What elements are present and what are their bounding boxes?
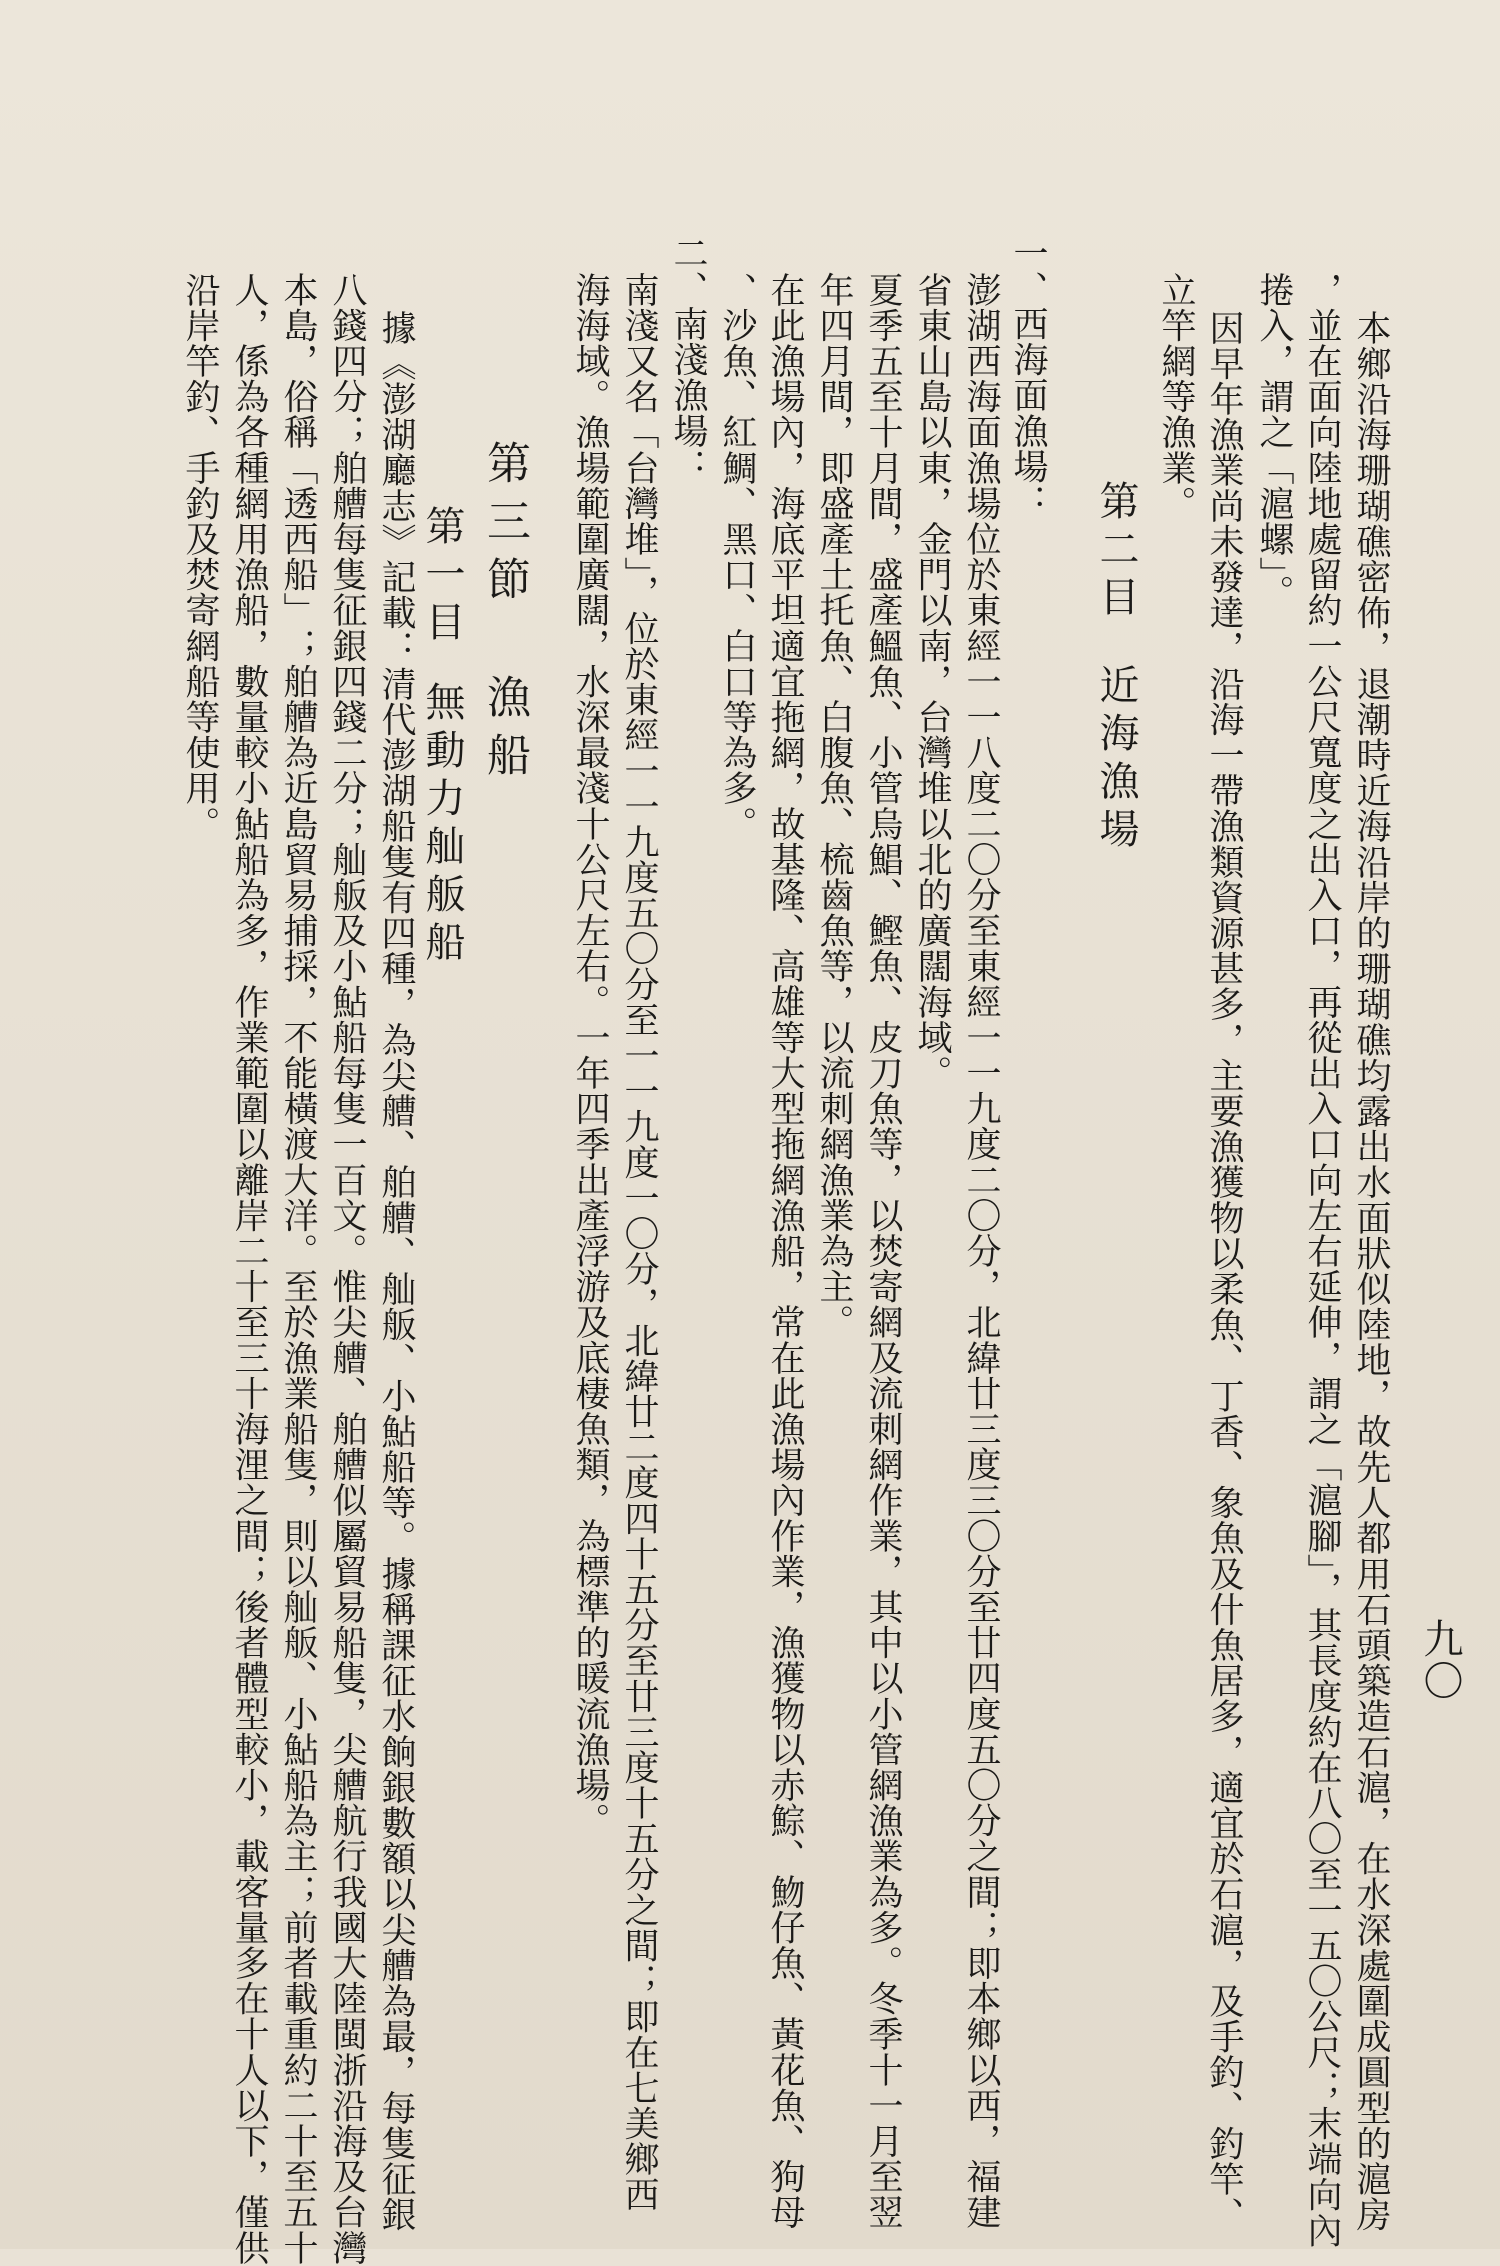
text-column: 夏季五至十月間，盛產鰮魚、小管烏鯧、鰹魚、皮刀魚等，以焚寄網及流刺網作業，其中以小管網漁業為多。冬季十一月至翌 <box>863 272 903 2230</box>
subsection-heading-near-sea-fishing-ground <box>1090 480 1142 856</box>
text-column: 沿岸竿釣、手釣及焚寄網船等使用。 <box>180 272 220 842</box>
text-column: 人，係為各種網用漁船，數量較小鮎船為多，作業範圍以離岸二十至三十海浬之間；後者體型較小，載客量多在十人以下，僅供 <box>229 272 269 2266</box>
text-column: ，並在面向陸地處留約一公尺寬度之出入口，再從出入口向左右延伸，謂之「滬腳」，其長度約在八〇至一五〇公尺；末端向內 <box>1302 272 1342 2249</box>
text-column: 省東山島以東，金門以南，台灣堆以北的廣闊海域。 <box>912 272 952 1091</box>
text-column: 立竿網等漁業。 <box>1156 272 1196 522</box>
text-column: 南淺又名「台灣堆」，位於東經一一九度五〇分至一一九度一〇分，北緯廿二度四十五分至廿三度十五分之間；即在七美鄉西 <box>619 272 659 2213</box>
text-column: 二、南淺漁場： <box>668 235 708 485</box>
subsection-title: 近海漁場 <box>1093 664 1139 856</box>
text-column: 因早年漁業尚未發達，沿海一帶漁類資源甚多，主要漁獲物以柔魚、丁香、象魚及什魚居多，適宜於石滬，及手釣、釣竿、 <box>1204 310 1244 2233</box>
text-column: 本島，俗稱「透西船」；舶艚為近島貿易捕採，不能橫渡大洋。至於漁業船隻，則以舢舨、小鮎船為主；前者載重約二十至五十 <box>278 272 318 2266</box>
text-column: 捲入，謂之「滬螺」。 <box>1254 272 1294 611</box>
text-column: 八錢四分；舶艚每隻征銀四錢二分；舢舨及小鮎船每隻一百文。惟尖艚、舶艚似屬貿易船隻，尖艚航行我國大陸閩浙沿海及台灣 <box>327 272 367 2266</box>
subsection-heading-non-powered-boats <box>416 505 468 969</box>
subsection-number: 第一目 <box>419 505 465 649</box>
page-number: 九〇 <box>1417 1618 1463 1702</box>
text-column: 據《澎湖廳志》記載：清代澎湖船隻有四種，為尖艚、舶艚、舢舨、小鮎船等。據稱課征水餉銀數額以尖艚為最，每隻征銀 <box>376 310 416 2233</box>
text-column: 澎湖西海面漁場位於東經一一八度二〇分至東經一一九度二〇分，北緯廿三度三〇分至廿四度五〇分之間；即本鄉以西，福建 <box>961 272 1001 2230</box>
text-column: 在此漁場內，海底平坦適宜拖網，故基隆、高雄等大型拖網漁船，常在此漁場內作業，漁獲物以赤鯮、魩仔魚、黃花魚、狗母 <box>765 272 805 2230</box>
subsection-title: 無動力舢舨船 <box>419 681 465 969</box>
text-column: 海海域。漁場範圍廣闊，水深最淺十公尺左右。一年四季出產浮游及底棲魚類，為標準的暖流漁場。 <box>570 272 610 1839</box>
text-column: 一、西海面漁場： <box>1008 235 1048 520</box>
section-heading-fishing-boats <box>478 440 530 790</box>
section-number: 第三節 <box>479 440 530 614</box>
section-title: 漁船 <box>479 674 530 790</box>
text-column: 年四月間，即盛產土托魚、白腹魚、梳齒魚等，以流刺網漁業為主。 <box>814 272 854 1340</box>
text-column: 、沙魚、紅鯛、黑口、白口等為多。 <box>717 272 757 842</box>
subsection-number: 第二目 <box>1093 480 1139 624</box>
text-column: 本鄉沿海珊瑚礁密佈，退潮時近海沿岸的珊瑚礁均露出水面狀似陸地，故先人都用石頭築造石滬，在水深處圍成圓型的滬房 <box>1351 310 1391 2233</box>
